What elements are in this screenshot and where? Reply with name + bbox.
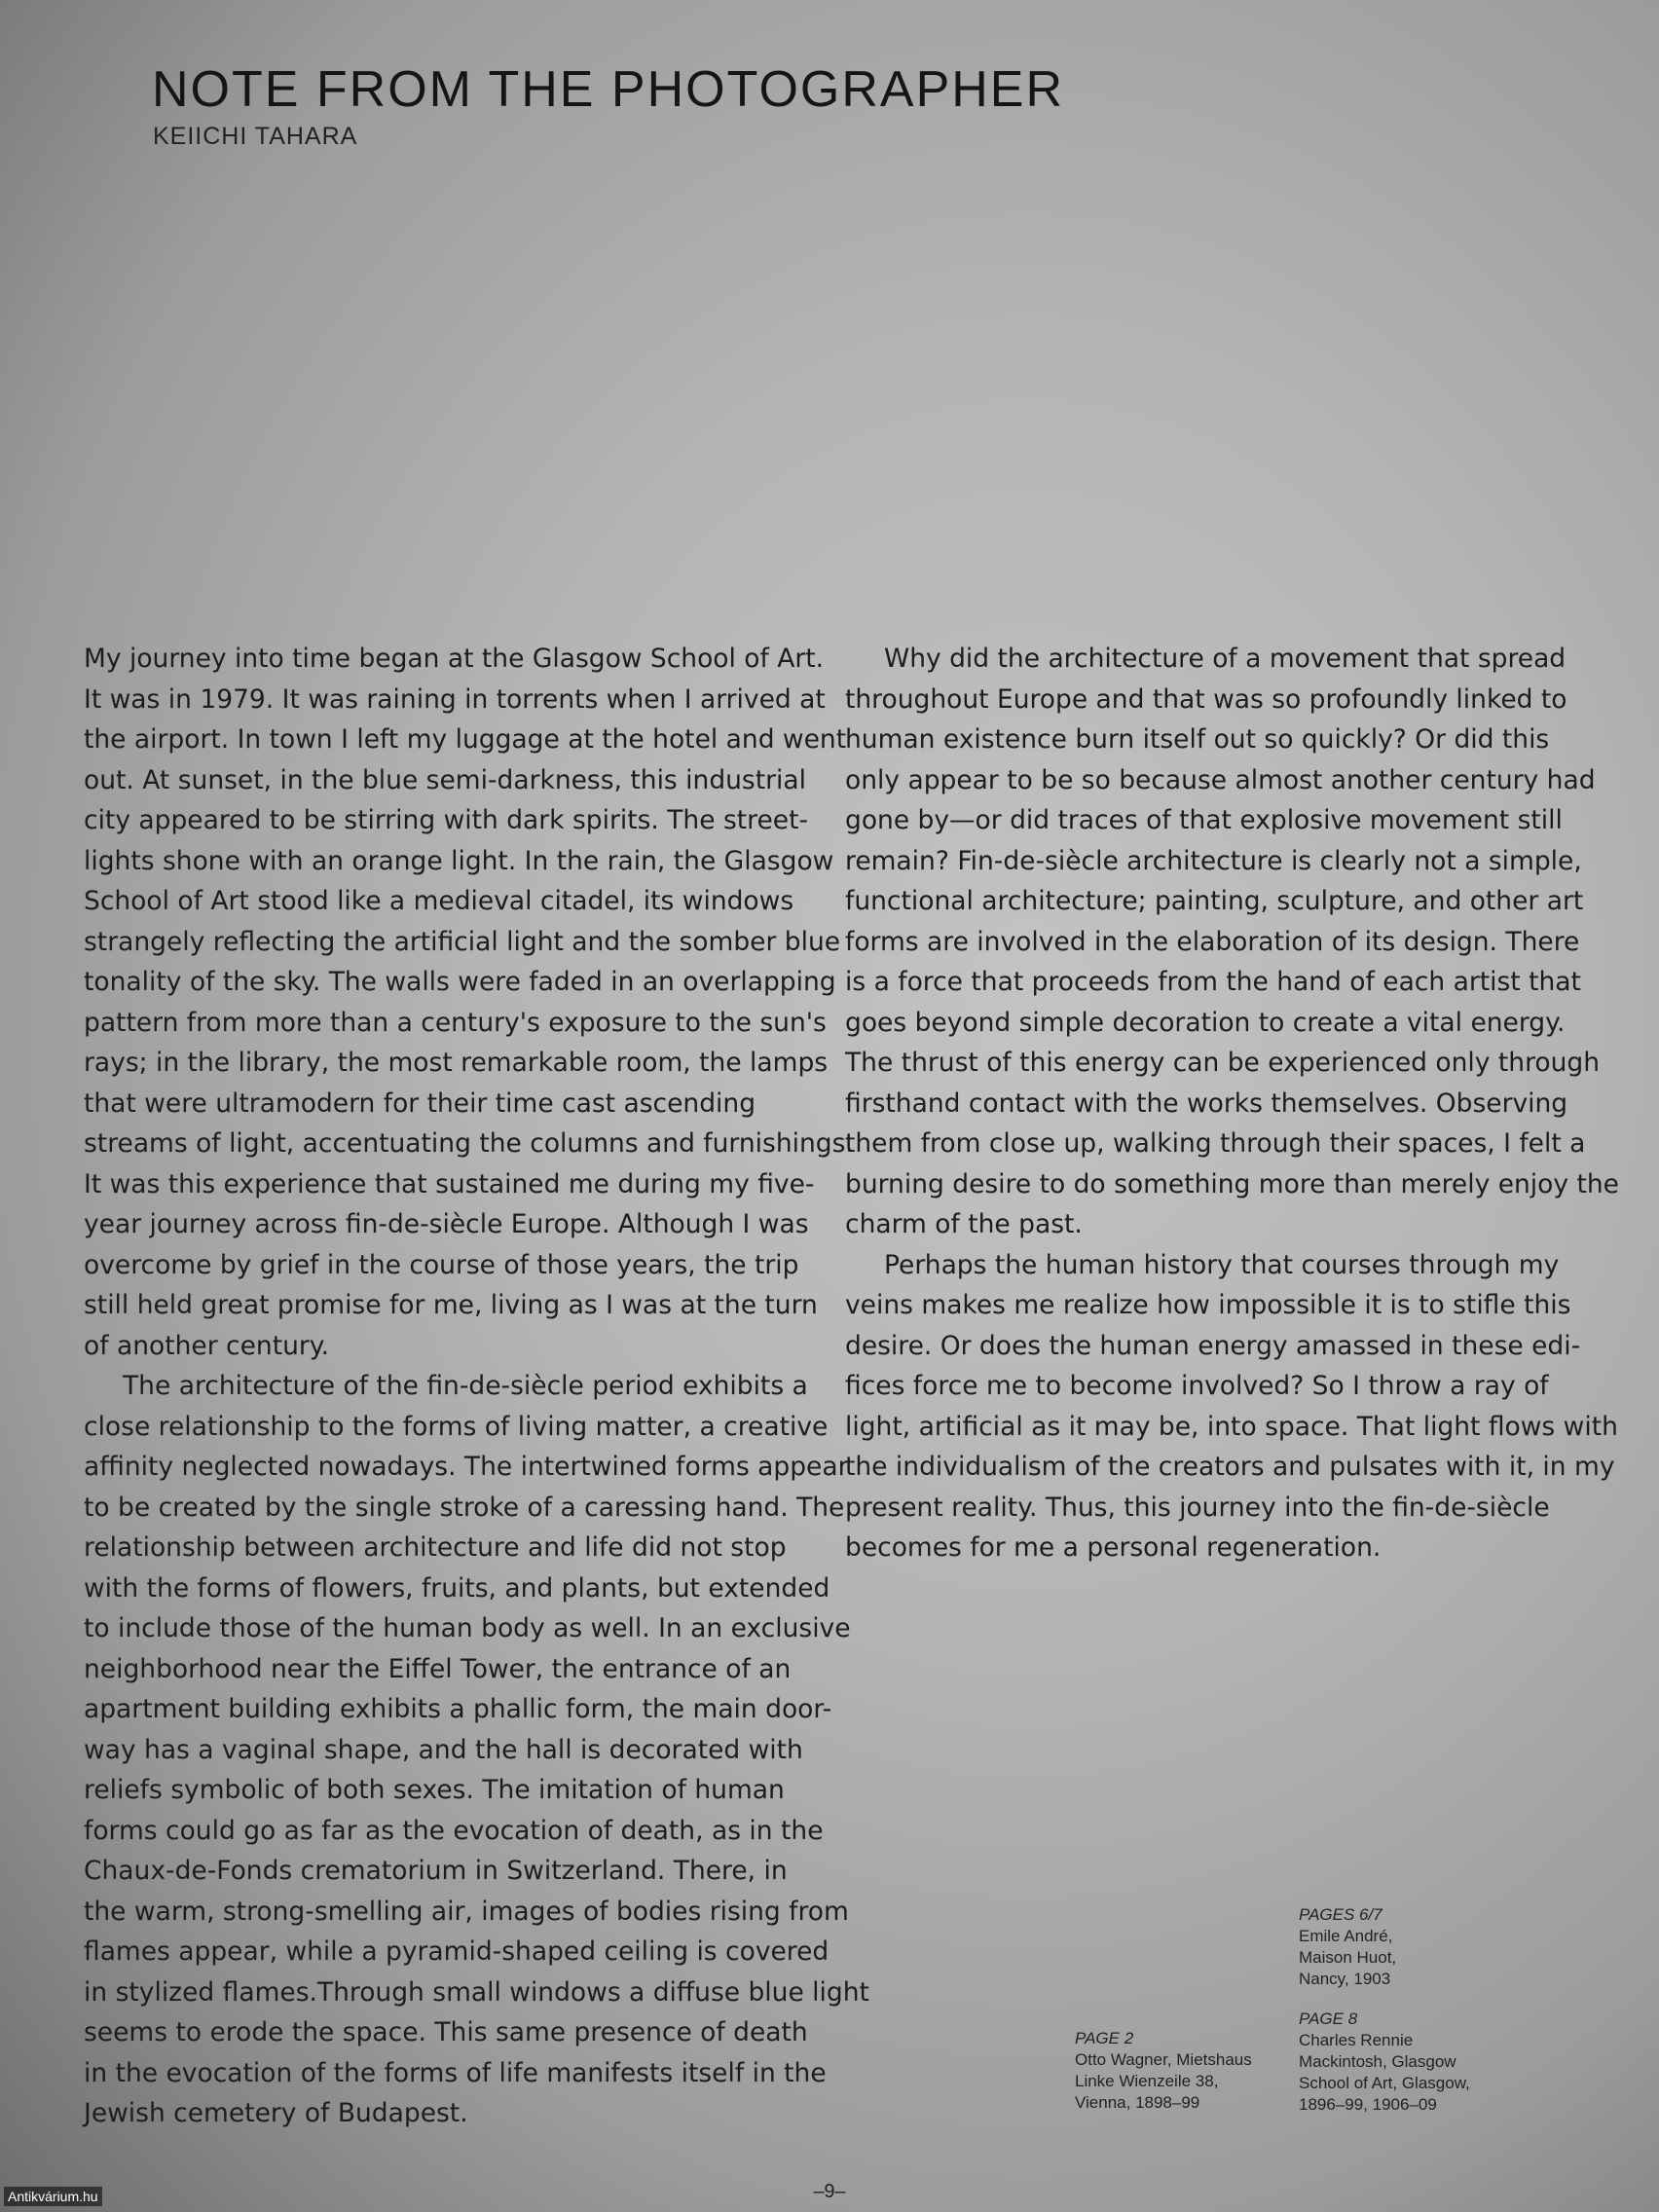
text-line: present reality. Thus, this journey into the fin-de-siècle — [845, 1492, 1550, 1523]
text-line: School of Art stood like a medieval citadel, its windows — [84, 886, 794, 916]
text-line: forms are involved in the elaboration of its design. There — [845, 926, 1580, 957]
text-line: the warm, strong-smelling air, images of bodies rising from — [84, 1896, 849, 1927]
caption-label: PAGES 6/7 — [1299, 1905, 1382, 1924]
text-line: city appeared to be stirring with dark spirits. The street- — [84, 805, 809, 835]
caption-page-2 — [1075, 2028, 1252, 2114]
text-line: rays; in the library, the most remarkable room, the lamps — [84, 1048, 829, 1078]
paragraph-start-line: The architecture of the fin-de-siècle period exhibits a — [123, 1371, 808, 1401]
caption-line: Maison Huot, — [1299, 1948, 1397, 1967]
text-line: relationship between architecture and life did not stop — [84, 1532, 787, 1563]
text-line: to include those of the human body as well. In an exclusive — [84, 1613, 851, 1643]
author-name: KEIICHI TAHARA — [153, 123, 358, 150]
text-line: desire. Or does the human energy amassed in these edi- — [845, 1330, 1581, 1361]
text-line: firsthand contact with the works themselves. Observing — [845, 1088, 1568, 1119]
text-line: My journey into time began at the Glasgow School of Art. — [84, 644, 825, 674]
caption-line: Mackintosh, Glasgow — [1299, 2052, 1456, 2071]
text-line: Jewish cemetery of Budapest. — [84, 2098, 468, 2128]
text-line: lights shone with an orange light. In the rain, the Glasgow — [84, 845, 834, 876]
text-line: apartment building exhibits a phallic form, the main door- — [84, 1694, 832, 1724]
text-line: goes beyond simple decoration to create a vital energy. — [845, 1007, 1566, 1038]
caption-line: Emile André, — [1299, 1927, 1393, 1945]
caption-page-8 — [1299, 2009, 1470, 2116]
text-line: seems to erode the space. This same presence of death — [84, 2017, 808, 2047]
paragraph-start-line: Perhaps the human history that courses through my — [884, 1249, 1560, 1280]
text-line: veins makes me realize how impossible it is to stifle this — [845, 1290, 1571, 1320]
text-line: flames appear, while a pyramid-shaped ceiling is covered — [84, 1936, 830, 1967]
text-line: light, artificial as it may be, into space. That light flows with — [845, 1411, 1618, 1442]
caption-line: Linke Wienzeile 38, — [1075, 2072, 1219, 2090]
text-line: burning desire to do something more than merely enjoy the — [845, 1168, 1619, 1199]
text-line: tonality of the sky. The walls were faded in an overlapping — [84, 967, 836, 997]
text-line: gone by—or did traces of that explosive movement still — [845, 805, 1563, 835]
caption-line: 1896–99, 1906–09 — [1299, 2095, 1437, 2114]
text-line: It was in 1979. It was raining in torrents when I arrived at — [84, 683, 826, 715]
text-line: of another century. — [84, 1330, 330, 1361]
watermark: Antikvárium.hu — [4, 2187, 102, 2206]
text-line: becomes for me a personal regeneration. — [845, 1532, 1382, 1563]
caption-label: PAGE 2 — [1075, 2029, 1134, 2047]
text-line: out. At sunset, in the blue semi-darkness, this industrial — [84, 764, 806, 795]
caption-line: Otto Wagner, Mietshaus — [1075, 2050, 1252, 2069]
caption-line: Charles Rennie — [1299, 2031, 1414, 2049]
text-line: in the evocation of the forms of life manifests itself in the — [84, 2057, 827, 2088]
text-line: neighborhood near the Eiffel Tower, the entrance of an — [84, 1653, 792, 1684]
text-line: throughout Europe and that was so profoundly linked to — [845, 683, 1567, 715]
text-line: reliefs symbolic of both sexes. The imitation of human — [84, 1775, 785, 1805]
text-line: year journey across fin-de-siècle Europe. Although I was — [84, 1209, 809, 1239]
text-line: streams of light, accentuating the columns and furnishings. — [84, 1128, 854, 1159]
text-line: still held great promise for me, living as I was at the turn — [84, 1290, 818, 1320]
page-title: NOTE FROM THE PHOTOGRAPHER — [152, 61, 1065, 118]
right-text-column — [845, 639, 1619, 1568]
text-line: forms could go as far as the evocation of death, as in the — [84, 1815, 824, 1846]
text-line: fices force me to become involved? So I throw a ray of — [845, 1371, 1549, 1401]
text-line: strangely reflecting the artificial light and the somber blue — [84, 926, 841, 957]
text-line: functional architecture; painting, sculpture, and other art — [845, 886, 1584, 916]
caption-line: Vienna, 1898–99 — [1075, 2093, 1200, 2112]
text-line: overcome by grief in the course of those years, the trip — [84, 1249, 799, 1280]
text-line: that were ultramodern for their time cast ascending — [84, 1088, 756, 1119]
text-line: is a force that proceeds from the hand of each artist that — [845, 967, 1581, 997]
text-line: Chaux-de-Fonds crematorium in Switzerland. There, in — [84, 1856, 788, 1886]
text-line: affinity neglected nowadays. The intertwined forms appear — [84, 1452, 849, 1482]
text-line: charm of the past. — [845, 1209, 1083, 1239]
text-line: remain? Fin-de-siècle architecture is clearly not a simple, — [845, 845, 1582, 876]
text-line: way has a vaginal shape, and the hall is decorated with — [84, 1734, 803, 1765]
paragraph-start-line: Why did the architecture of a movement that spread — [884, 644, 1567, 674]
caption-line: School of Art, Glasgow, — [1299, 2074, 1470, 2092]
page-number: –9– — [813, 2181, 846, 2202]
text-line: with the forms of flowers, fruits, and plants, but extended — [84, 1572, 830, 1604]
text-line: in stylized flames.Through small windows a diffuse blue light — [84, 1976, 869, 2008]
text-line: It was this experience that sustained me during my five- — [84, 1168, 815, 1199]
text-line: human existence burn itself out so quickly? Or did this — [845, 724, 1550, 755]
caption-pages-6-7 — [1299, 1904, 1396, 1990]
text-line: the individualism of the creators and pulsates with it, in my — [845, 1452, 1615, 1482]
caption-line: Nancy, 1903 — [1299, 1970, 1391, 1988]
text-line: the airport. In town I left my luggage at the hotel and went — [84, 724, 847, 755]
text-line: close relationship to the forms of living matter, a creative — [84, 1411, 829, 1442]
caption-label: PAGE 8 — [1299, 2009, 1358, 2028]
text-line: pattern from more than a century's exposure to the sun's — [84, 1007, 827, 1038]
text-line: them from close up, walking through their spaces, I felt a — [845, 1128, 1586, 1159]
left-text-column — [84, 639, 869, 2134]
text-line: to be created by the single stroke of a caressing hand. The — [84, 1492, 845, 1523]
text-line: only appear to be so because almost another century had — [845, 764, 1596, 795]
text-line: The thrust of this energy can be experienced only through — [845, 1048, 1601, 1078]
